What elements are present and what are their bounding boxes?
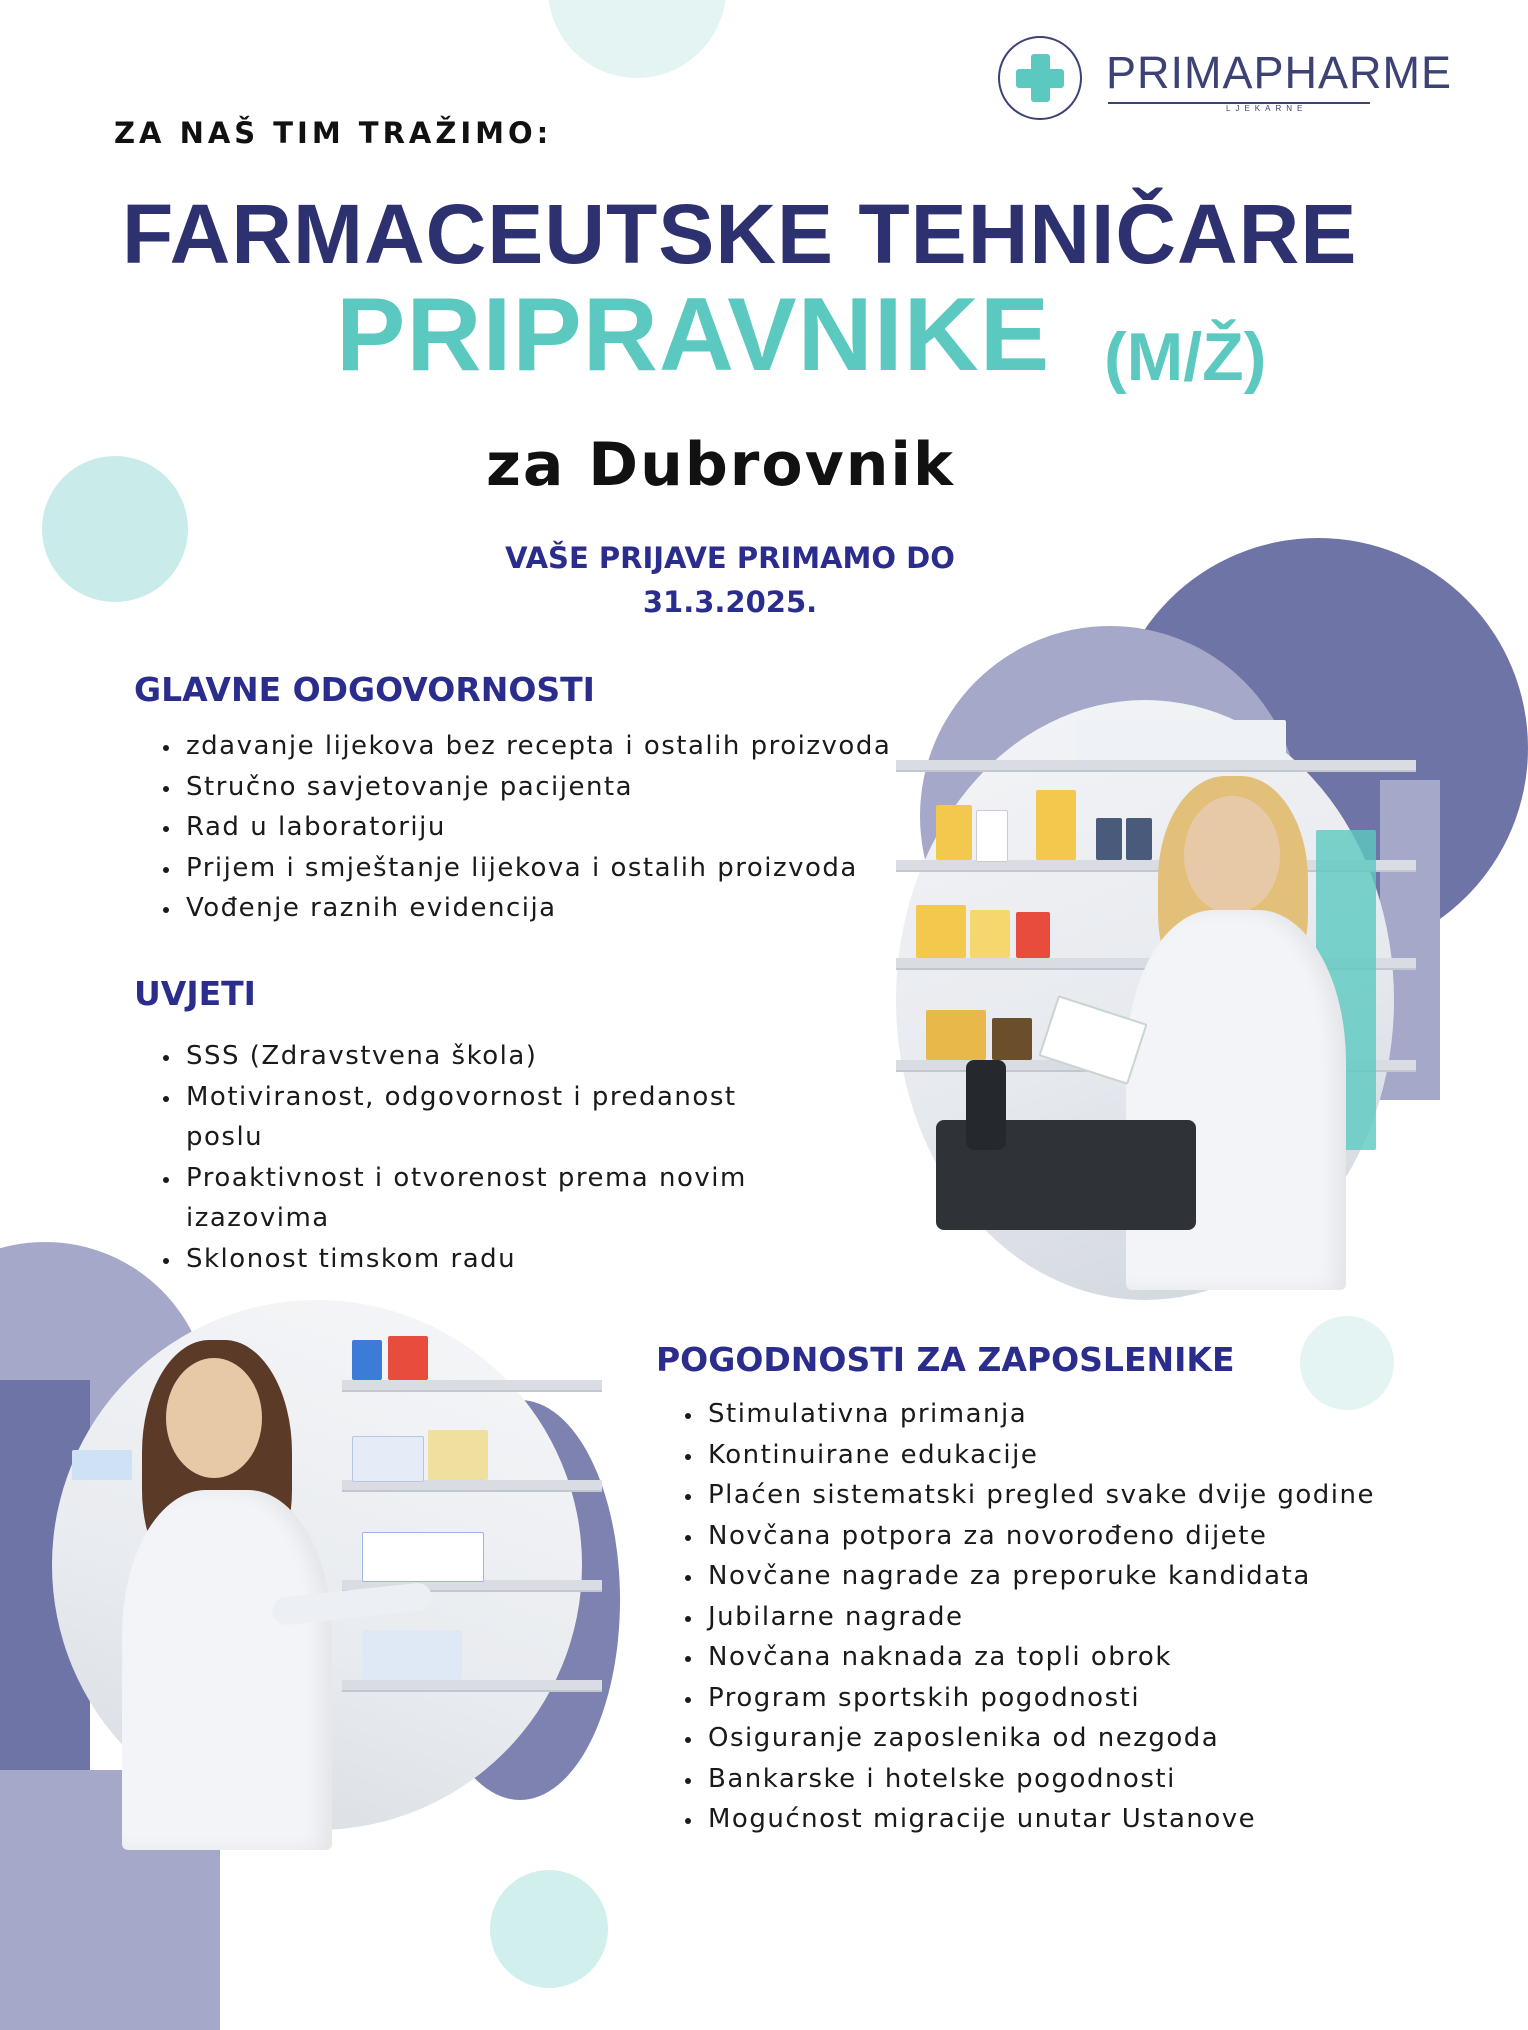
list-item: • Motiviranost, odgovornost i predanost poslu: [182, 1077, 822, 1158]
cross-icon: [998, 36, 1082, 120]
benefits-list: [656, 1394, 1404, 1840]
headline-line-2: PRIPRAVNIKE: [336, 277, 1051, 393]
decorative-circle-bottom: [490, 1870, 608, 1988]
list-item: • zdavanje lijekova bez recepta i ostalih proizvoda: [182, 726, 962, 767]
brand-logo-text: PRIMAPHARME: [1106, 47, 1453, 98]
headline-line-1: FARMACEUTSKE TEHNIČARE: [122, 187, 1358, 281]
list-item: • Sklonost timskom radu: [182, 1239, 822, 1280]
conditions-list: [134, 1036, 822, 1279]
conditions-title: UVJETI: [134, 974, 256, 1013]
deadline-label: VAŠE PRIJAVE PRIMAMO DO: [505, 541, 955, 575]
list-item: • Novčana naknada za topli obrok: [704, 1637, 1404, 1678]
location-text: za Dubrovnik: [486, 430, 955, 500]
deadline-date: 31.3.2025.: [642, 585, 818, 619]
brand-logo-subtitle: LJEKARNE: [1226, 104, 1308, 113]
responsibilities-list: [134, 726, 962, 929]
list-item: • Mogućnost migracije unutar Ustanove: [704, 1799, 1404, 1840]
list-item: • Bankarske i hotelske pogodnosti: [704, 1759, 1404, 1800]
pharmacist-photo-1: [896, 700, 1394, 1300]
list-item: • Proaktivnost i otvorenost prema novim izazovima: [182, 1158, 822, 1239]
list-item: • Novčana potpora za novorođeno dijete: [704, 1516, 1404, 1557]
benefits-title: POGODNOSTI ZA ZAPOSLENIKE: [656, 1340, 1235, 1379]
decorative-circle-left: [42, 456, 188, 602]
list-item: • Program sportskih pogodnosti: [704, 1678, 1404, 1719]
intro-text: ZA NAŠ TIM TRAŽIMO:: [114, 116, 553, 150]
pharmacist-photo-2: [52, 1300, 582, 1830]
application-deadline: [430, 536, 1030, 624]
list-item: • SSS (Zdravstvena škola): [182, 1036, 822, 1077]
list-item: • Plaćen sistematski pregled svake dvije godine: [704, 1475, 1404, 1516]
decorative-circle-top: [548, 0, 726, 78]
list-item: • Kontinuirane edukacije: [704, 1435, 1404, 1476]
list-item: • Jubilarne nagrade: [704, 1597, 1404, 1638]
list-item: • Prijem i smještanje lijekova i ostalih proizvoda: [182, 848, 962, 889]
list-item: • Stimulativna primanja: [704, 1394, 1404, 1435]
list-item: • Rad u laboratoriju: [182, 807, 962, 848]
list-item: • Stručno savjetovanje pacijenta: [182, 767, 962, 808]
list-item: • Osiguranje zaposlenika od nezgoda: [704, 1718, 1404, 1759]
list-item: • Novčane nagrade za preporuke kandidata: [704, 1556, 1404, 1597]
responsibilities-title: GLAVNE ODGOVORNOSTI: [134, 670, 595, 709]
list-item: • Vođenje raznih evidencija: [182, 888, 962, 929]
gender-tag: (M/Ž): [1104, 319, 1267, 395]
